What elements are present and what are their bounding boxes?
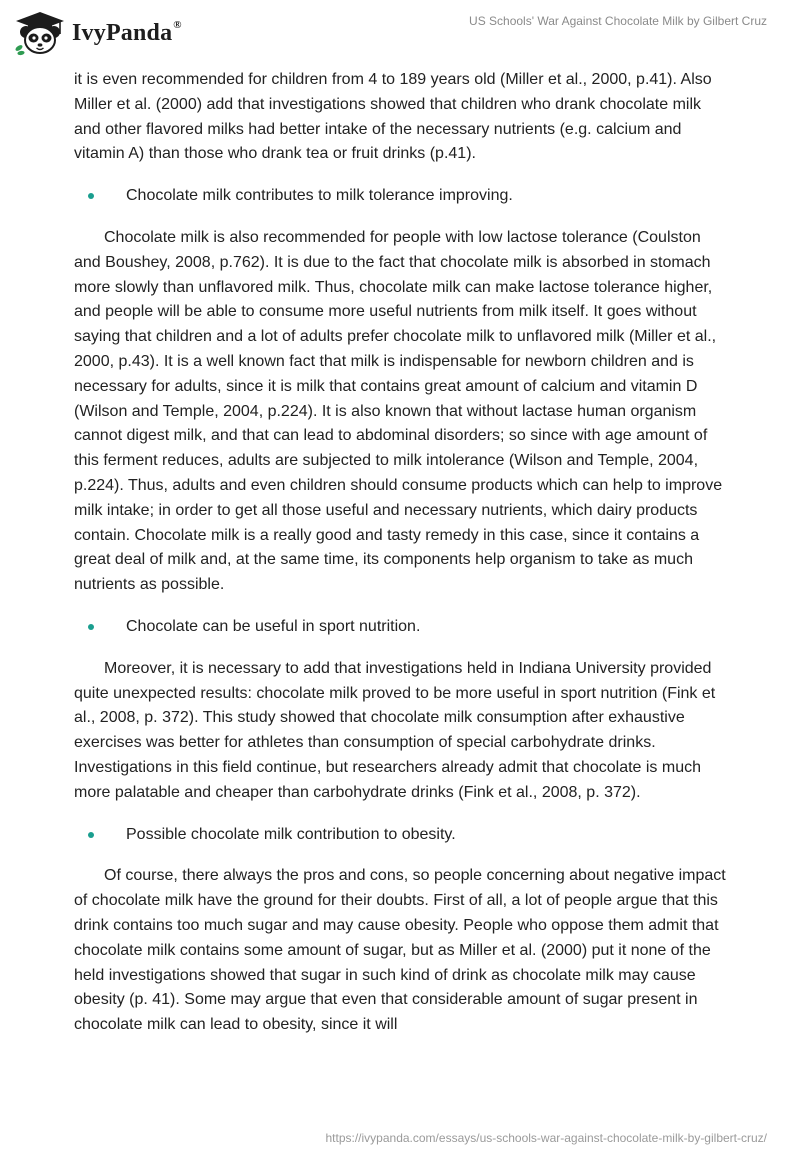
site-logo[interactable] [14,8,182,58]
paragraph-1: it is even recommended for children from 4 to 189 years old (Miller et al., 2000, p.41). Also Miller et al. (2000) add that investigations showed that children who drank chocolate milk and other flavored milks had better intake of the necessary nutrients (e.g. calcium and vitamin A) than those who drank tea or fruit drinks (p.41). [74,71,712,163]
source-url-link[interactable]: https://ivypanda.com/essays/us-schools-war-against-chocolate-milk-by-gilbert-cruz/ [325,1131,767,1145]
paragraph-2: Chocolate milk is also recommended for people with low lactose tolerance (Coulston and Boushey, 2008, p.762). It is due to the fact that chocolate milk is absorbed in stomach more slowly than unflavored milk. Thus, chocolate milk can make lactose tolerance higher, and people will be able to consume more useful nutrients from milk itself. It goes without saying that children and a lot of adults prefer chocolate milk to unflavored milk (Miller et al., 2000, p.43). It is a well known fact that milk is indispensable for newborn children and is necessary for adults, since it is milk that contains great amount of calcium and vitamin D (Wilson and Temple, 2004, p.224). It is also known that without lactase human organism cannot digest milk, and that can lead to abdominal disorders; so since with age amount of this ferment reduces, adults are subjected to milk intolerance (Wilson and Temple, 2004, p.224). Thus, adults and even children should consume products which can help to improve milk intake; in order to get all those useful and necessary nutrients, which dairy products contain. Chocolate milk is a really good and tasty remedy in this case, since it contains a great deal of milk and, at the same time, its components help organism to take as much nutrients as possible. [74,228,723,594]
bullet-text-3: Possible chocolate milk contribution to obesity. [126,825,456,843]
brand-name [72,19,182,47]
paragraph-4: Of course, there always the pros and cons, so people concerning about negative impact of chocolate milk have the ground for their doubts. First of all, a lot of people argue that this drink contains too much sugar and may cause obesity. People who oppose them admit that chocolate milk contains some amount of sugar, but as Miller et al. (2000) put it none of the held investigations showed that sugar in such kind of drink as chocolate milk may cause obesity (p. 41). Some may argue that even that considerable amount of sugar present in chocolate milk can lead to obesity, since it will [74,867,726,1034]
bullet-dot [88,624,94,630]
document-title: US Schools' War Against Chocolate Milk by Gilbert Cruz [469,14,767,28]
panda-graduate-icon [14,10,66,56]
essay-body [74,68,728,1038]
bullet-item-1 [74,184,728,209]
bullet-text-2: Chocolate can be useful in sport nutrition. [126,617,421,635]
bullet-dot [88,193,94,199]
bullet-text-1: Chocolate milk contributes to milk tolerance improving. [126,187,513,205]
bullet-item-2 [74,615,728,640]
brand-text: IvyPanda [72,20,173,46]
registered-mark: ® [173,19,182,31]
bullet-item-3 [74,823,728,848]
bullet-dot [88,832,94,838]
paragraph-3: Moreover, it is necessary to add that investigations held in Indiana University provided quite unexpected results: chocolate milk proved to be more useful in sport nutrition (Fink et al., 2008, p. 372). This study showed that chocolate milk consumption after exhaustive exercises was better for athletes than consumption of special carbohydrate drinks. Investigations in this field continue, but researchers already admit that chocolate is much more palatable and cheaper than carbohydrate drinks (Fink et al., 2008, p. 372). [74,659,716,801]
